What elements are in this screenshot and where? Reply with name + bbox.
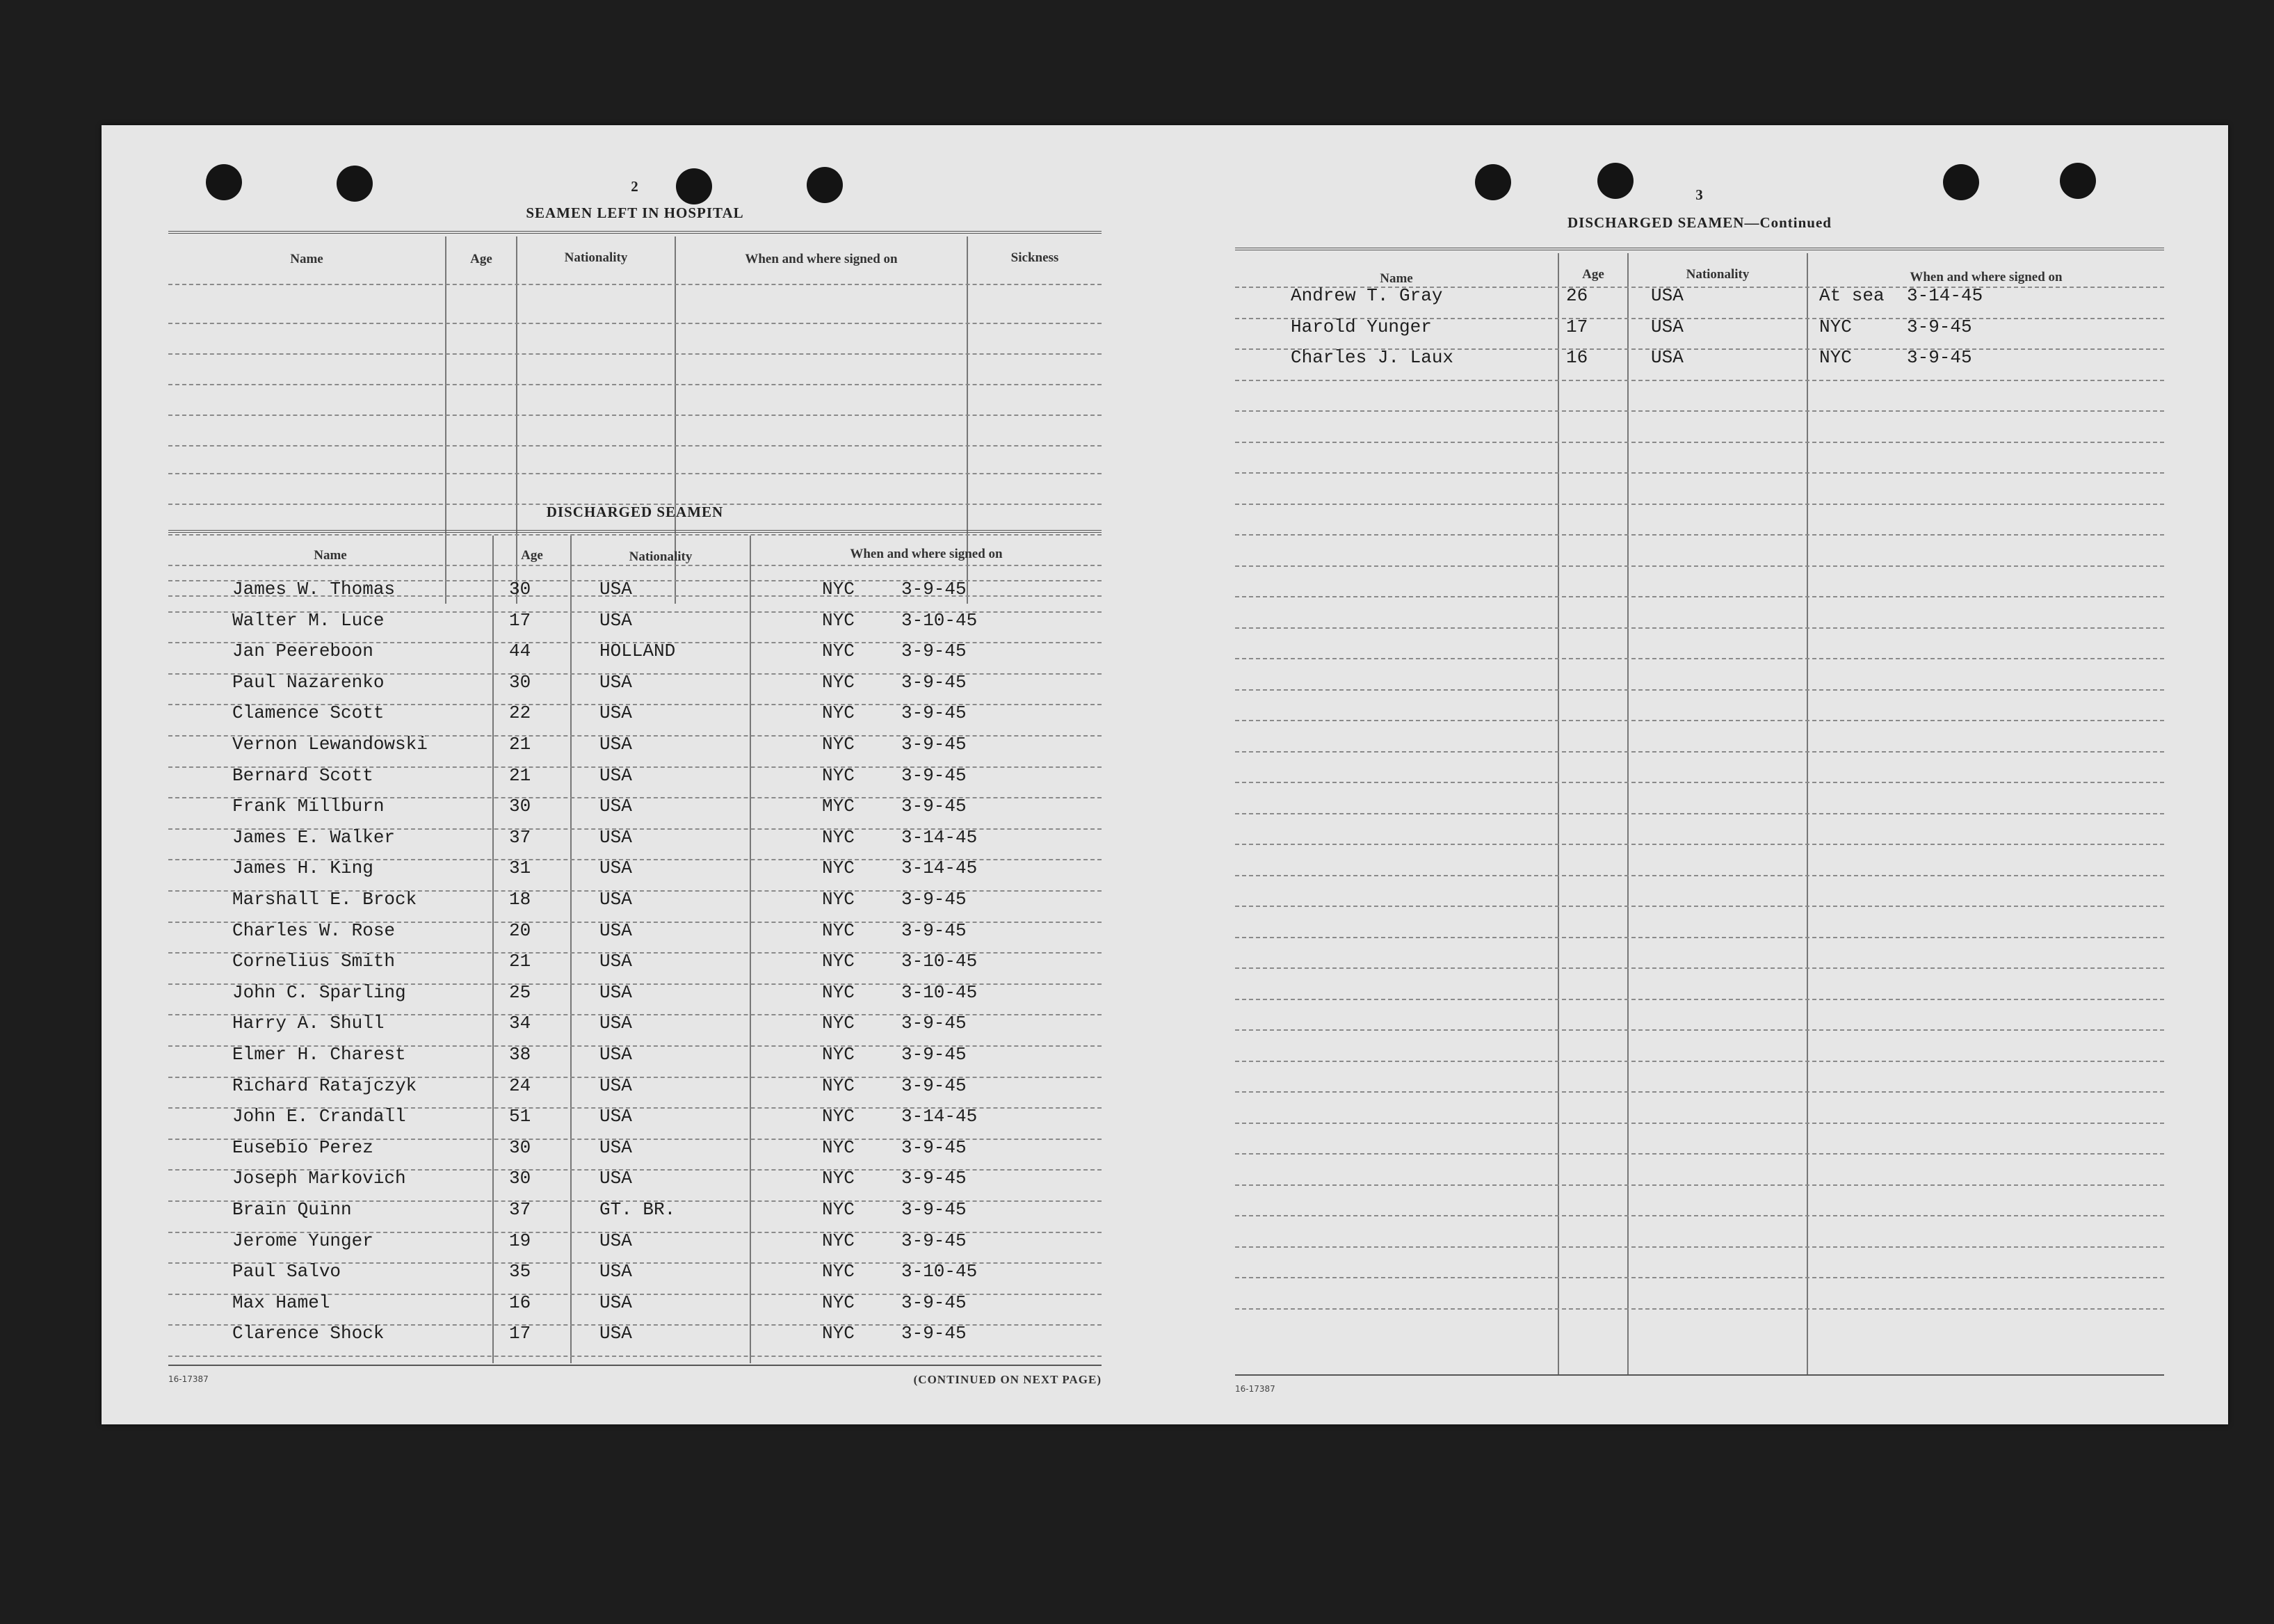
seaman-nationality: USA — [1651, 347, 1684, 368]
left-page — [168, 125, 1102, 1424]
col-header-age: Age — [521, 548, 543, 563]
seaman-age: 34 — [509, 1013, 531, 1034]
seaman-nationality: USA — [599, 1136, 632, 1158]
col-header-sickness: Sickness — [1010, 250, 1059, 265]
table-row — [168, 1106, 1102, 1131]
ruled-line — [1235, 1215, 2164, 1216]
ruled-line — [1235, 410, 2164, 412]
signed-on-date: 3-9-45 — [901, 889, 967, 910]
seaman-name: Andrew T. Gray — [1291, 285, 1443, 306]
seaman-age: 18 — [509, 889, 531, 910]
ruled-line — [1235, 906, 2164, 907]
seaman-nationality: USA — [599, 1292, 632, 1313]
seaman-age: 25 — [509, 981, 531, 1003]
seaman-name: Clamence Scott — [232, 702, 385, 724]
signed-on-place: NYC — [822, 702, 855, 724]
signed-on-date: 3-9-45 — [901, 1075, 967, 1096]
signed-on-place: NYC — [822, 889, 855, 910]
section-rule — [168, 530, 1102, 533]
seaman-name: Charles J. Laux — [1291, 347, 1454, 368]
table-row — [168, 579, 1102, 604]
seaman-nationality: USA — [599, 579, 632, 600]
table-row — [168, 1230, 1102, 1255]
table-row — [168, 796, 1102, 821]
signed-on-date: 3-9-45 — [901, 1199, 967, 1220]
table-row — [168, 920, 1102, 945]
seaman-age: 17 — [1566, 316, 1588, 337]
signed-on-place: MYC — [822, 796, 855, 817]
signed-on-place: NYC — [822, 641, 855, 662]
signed-on-place: NYC — [822, 919, 855, 941]
signed-on-date: 3-9-45 — [901, 1168, 967, 1189]
seaman-name: Clarence Shock — [232, 1323, 385, 1344]
right-page — [1235, 125, 2164, 1424]
table-row — [168, 672, 1102, 697]
signed-on-place: NYC — [822, 1261, 855, 1283]
seaman-name: Harry A. Shull — [232, 1013, 385, 1034]
seaman-nationality: USA — [599, 609, 632, 631]
seaman-nationality: USA — [1651, 285, 1684, 306]
ruled-line — [1235, 380, 2164, 381]
signed-on-date: 3-9-45 — [901, 702, 967, 724]
seaman-name: Cornelius Smith — [232, 951, 396, 972]
signed-on-date: 3-10-45 — [901, 951, 978, 972]
seaman-name: Brain Quinn — [232, 1199, 352, 1220]
seaman-age: 21 — [509, 951, 531, 972]
ruled-line — [1235, 442, 2164, 443]
seaman-name: John E. Crandall — [232, 1106, 406, 1127]
seaman-nationality: USA — [1651, 316, 1684, 337]
seaman-name: Harold Yunger — [1291, 316, 1432, 337]
seaman-age: 21 — [509, 764, 531, 786]
seaman-name: Jan Peereboon — [232, 641, 373, 662]
table-row — [168, 610, 1102, 635]
ruled-line — [1235, 1277, 2164, 1278]
table-row — [168, 827, 1102, 852]
bottom-rule — [168, 1365, 1102, 1366]
continued-note: (CONTINUED ON NEXT PAGE) — [913, 1373, 1102, 1386]
ruled-line — [1235, 1153, 2164, 1155]
seaman-name: Joseph Markovich — [232, 1168, 406, 1189]
seaman-nationality: USA — [599, 951, 632, 972]
seaman-name: Charles W. Rose — [232, 919, 396, 941]
table-row — [1235, 316, 2164, 341]
seaman-name: Paul Nazarenko — [232, 671, 385, 693]
table-row — [168, 1292, 1102, 1317]
seaman-name: James W. Thomas — [232, 579, 396, 600]
ruled-line — [1235, 1246, 2164, 1248]
ruled-line — [1235, 1123, 2164, 1124]
seaman-name: James E. Walker — [232, 826, 396, 848]
seaman-age: 30 — [509, 1136, 531, 1158]
discharged-table — [168, 536, 1102, 1356]
signed-on-place: NYC — [822, 1199, 855, 1220]
ruled-line — [1235, 999, 2164, 1000]
signed-on-date: 3-9-45 — [901, 641, 967, 662]
signed-on-date: 3-14-45 — [901, 826, 978, 848]
table-row — [168, 1137, 1102, 1162]
signed-on-place: NYC — [822, 1013, 855, 1034]
signed-on-place: NYC — [822, 1075, 855, 1096]
ruled-line — [168, 473, 1102, 474]
ledger-sheet — [102, 125, 2228, 1424]
seaman-name: John C. Sparling — [232, 981, 406, 1003]
seaman-name: James H. King — [232, 858, 373, 879]
form-code: 16-17387 — [1235, 1384, 1275, 1394]
col-header-name: Name — [290, 252, 323, 266]
signed-on-date: 3-9-45 — [901, 1230, 967, 1251]
signed-on-date: 3-9-45 — [901, 1136, 967, 1158]
seaman-name: Eusebio Perez — [232, 1136, 373, 1158]
table-row — [168, 1199, 1102, 1224]
table-row — [168, 1261, 1102, 1286]
table-row — [168, 702, 1102, 727]
seaman-nationality: USA — [599, 889, 632, 910]
seaman-name: Elmer H. Charest — [232, 1044, 406, 1065]
ruled-line — [1235, 782, 2164, 783]
signed-on-date: 3-9-45 — [901, 579, 967, 600]
signed-on-place: NYC — [822, 609, 855, 631]
seaman-age: 51 — [509, 1106, 531, 1127]
ruled-line — [1235, 1091, 2164, 1093]
ruled-line — [168, 284, 1102, 285]
seaman-age: 44 — [509, 641, 531, 662]
ruled-line — [1235, 1029, 2164, 1031]
seaman-nationality: GT. BR. — [599, 1199, 676, 1220]
signed-on-place: NYC — [822, 579, 855, 600]
signed-on-place: NYC — [1819, 347, 1852, 368]
section-rule — [1235, 248, 2164, 250]
signed-on-place: NYC — [822, 764, 855, 786]
page-number: 2 — [631, 178, 639, 195]
col-header-nationality: Nationality — [1686, 267, 1750, 282]
signed-on-date: 3-9-45 — [901, 1044, 967, 1065]
col-header-signed-on: When and where signed on — [745, 252, 898, 266]
seaman-age: 35 — [509, 1261, 531, 1283]
col-header-age: Age — [1582, 267, 1604, 282]
ruled-line — [168, 353, 1102, 355]
signed-on-place: NYC — [822, 1230, 855, 1251]
ruled-line — [1235, 627, 2164, 629]
signed-on-place: NYC — [1819, 316, 1852, 337]
ruled-line — [1235, 751, 2164, 753]
seaman-nationality: USA — [599, 858, 632, 879]
seaman-age: 38 — [509, 1044, 531, 1065]
seaman-age: 20 — [509, 919, 531, 941]
ruled-line — [168, 323, 1102, 324]
signed-on-place: NYC — [822, 1044, 855, 1065]
ruled-line — [1235, 565, 2164, 567]
signed-on-place: NYC — [822, 1136, 855, 1158]
seaman-age: 30 — [509, 579, 531, 600]
seaman-age: 16 — [509, 1292, 531, 1313]
signed-on-date: 3-14-45 — [1907, 285, 1983, 306]
signed-on-date: 3-9-45 — [901, 919, 967, 941]
table-row — [168, 889, 1102, 914]
ruled-line — [1235, 720, 2164, 721]
ruled-line — [1235, 472, 2164, 474]
ruled-line — [1235, 1308, 2164, 1310]
ruled-line — [168, 415, 1102, 416]
table-row — [168, 1168, 1102, 1193]
signed-on-date: 3-14-45 — [901, 858, 978, 879]
seaman-nationality: USA — [599, 1044, 632, 1065]
signed-on-place: NYC — [822, 858, 855, 879]
seaman-nationality: USA — [599, 1106, 632, 1127]
seaman-age: 26 — [1566, 285, 1588, 306]
signed-on-date: 3-10-45 — [901, 1261, 978, 1283]
seaman-name: Bernard Scott — [232, 764, 373, 786]
col-header-nationality: Nationality — [564, 250, 628, 265]
seaman-nationality: USA — [599, 1168, 632, 1189]
discharged-continued-table — [1235, 253, 2164, 1380]
ruled-line — [168, 1356, 1102, 1357]
signed-on-place: NYC — [822, 1106, 855, 1127]
seaman-name: Richard Ratajczyk — [232, 1075, 417, 1096]
signed-on-place: NYC — [822, 734, 855, 755]
ruled-line — [1235, 844, 2164, 845]
ruled-line — [1235, 813, 2164, 814]
ruled-line — [1235, 658, 2164, 659]
ruled-line — [1235, 1184, 2164, 1186]
ruled-line — [1235, 689, 2164, 691]
signed-on-date: 3-9-45 — [901, 1323, 967, 1344]
seaman-age: 37 — [509, 826, 531, 848]
ruled-line — [1235, 937, 2164, 938]
col-header-name: Name — [1380, 271, 1413, 286]
seaman-nationality: USA — [599, 734, 632, 755]
seaman-nationality: USA — [599, 796, 632, 817]
ruled-line — [1235, 504, 2164, 505]
seaman-age: 21 — [509, 734, 531, 755]
signed-on-date: 3-9-45 — [1907, 316, 1972, 337]
signed-on-place: NYC — [822, 1168, 855, 1189]
table-row — [168, 1044, 1102, 1069]
col-header-age: Age — [470, 252, 492, 266]
table-row — [1235, 285, 2164, 310]
signed-on-date: 3-9-45 — [1907, 347, 1972, 368]
discharged-section-title: DISCHARGED SEAMEN — [546, 504, 724, 520]
signed-on-place: NYC — [822, 951, 855, 972]
col-header-nationality: Nationality — [629, 549, 693, 564]
seaman-name: Max Hamel — [232, 1292, 330, 1313]
seaman-age: 30 — [509, 796, 531, 817]
col-header-signed-on: When and where signed on — [1910, 270, 2063, 284]
signed-on-place: NYC — [822, 1323, 855, 1344]
seaman-age: 24 — [509, 1075, 531, 1096]
signed-on-date: 3-9-45 — [901, 796, 967, 817]
table-row — [168, 765, 1102, 790]
seaman-age: 19 — [509, 1230, 531, 1251]
ruled-line — [168, 445, 1102, 447]
signed-on-date: 3-9-45 — [901, 671, 967, 693]
seaman-nationality: USA — [599, 1075, 632, 1096]
ruled-line — [1235, 534, 2164, 536]
seaman-age: 37 — [509, 1199, 531, 1220]
table-row — [168, 982, 1102, 1007]
seaman-nationality: USA — [599, 919, 632, 941]
signed-on-date: 3-9-45 — [901, 1292, 967, 1313]
table-row — [168, 951, 1102, 976]
seaman-name: Marshall E. Brock — [232, 889, 417, 910]
col-header-signed-on: When and where signed on — [850, 547, 1003, 561]
signed-on-place: NYC — [822, 826, 855, 848]
seaman-age: 22 — [509, 702, 531, 724]
table-row — [168, 734, 1102, 759]
table-row — [1235, 347, 2164, 372]
form-code: 16-17387 — [168, 1374, 209, 1384]
seaman-nationality: USA — [599, 826, 632, 848]
signed-on-date: 3-9-45 — [901, 764, 967, 786]
hospital-section-title: SEAMEN LEFT IN HOSPITAL — [526, 204, 744, 221]
table-row — [168, 1013, 1102, 1038]
ruled-line — [1235, 967, 2164, 969]
seaman-name: Paul Salvo — [232, 1261, 341, 1283]
signed-on-place: At sea — [1819, 285, 1885, 306]
discharged-continued-title: DISCHARGED SEAMEN—Continued — [1567, 214, 1832, 231]
ruled-line — [1235, 596, 2164, 597]
seaman-name: Vernon Lewandowski — [232, 734, 428, 755]
page-number: 3 — [1695, 186, 1704, 203]
signed-on-date: 3-10-45 — [901, 609, 978, 631]
seaman-age: 31 — [509, 858, 531, 879]
seaman-nationality: USA — [599, 981, 632, 1003]
seaman-age: 17 — [509, 609, 531, 631]
col-header-name: Name — [314, 548, 347, 563]
section-rule — [168, 231, 1102, 234]
signed-on-date: 3-10-45 — [901, 981, 978, 1003]
signed-on-date: 3-9-45 — [901, 734, 967, 755]
bottom-rule — [1235, 1374, 2164, 1376]
table-row — [168, 1075, 1102, 1100]
signed-on-place: NYC — [822, 981, 855, 1003]
table-row — [168, 641, 1102, 666]
seaman-age: 30 — [509, 1168, 531, 1189]
ruled-line — [1235, 875, 2164, 876]
table-row — [168, 1323, 1102, 1348]
seaman-nationality: USA — [599, 1230, 632, 1251]
seaman-age: 16 — [1566, 347, 1588, 368]
ruled-line — [1235, 1061, 2164, 1062]
seaman-nationality: USA — [599, 1261, 632, 1283]
signed-on-date: 3-9-45 — [901, 1013, 967, 1034]
seaman-nationality: HOLLAND — [599, 641, 676, 662]
seaman-nationality: USA — [599, 1323, 632, 1344]
ruled-line — [168, 384, 1102, 385]
seaman-age: 30 — [509, 671, 531, 693]
seaman-nationality: USA — [599, 671, 632, 693]
seaman-nationality: USA — [599, 702, 632, 724]
signed-on-date: 3-14-45 — [901, 1106, 978, 1127]
signed-on-place: NYC — [822, 1292, 855, 1313]
table-row — [168, 858, 1102, 883]
seaman-name: Jerome Yunger — [232, 1230, 373, 1251]
seaman-name: Walter M. Luce — [232, 609, 385, 631]
seaman-age: 17 — [509, 1323, 531, 1344]
signed-on-place: NYC — [822, 671, 855, 693]
seaman-nationality: USA — [599, 1013, 632, 1034]
seaman-nationality: USA — [599, 764, 632, 786]
seaman-name: Frank Millburn — [232, 796, 385, 817]
